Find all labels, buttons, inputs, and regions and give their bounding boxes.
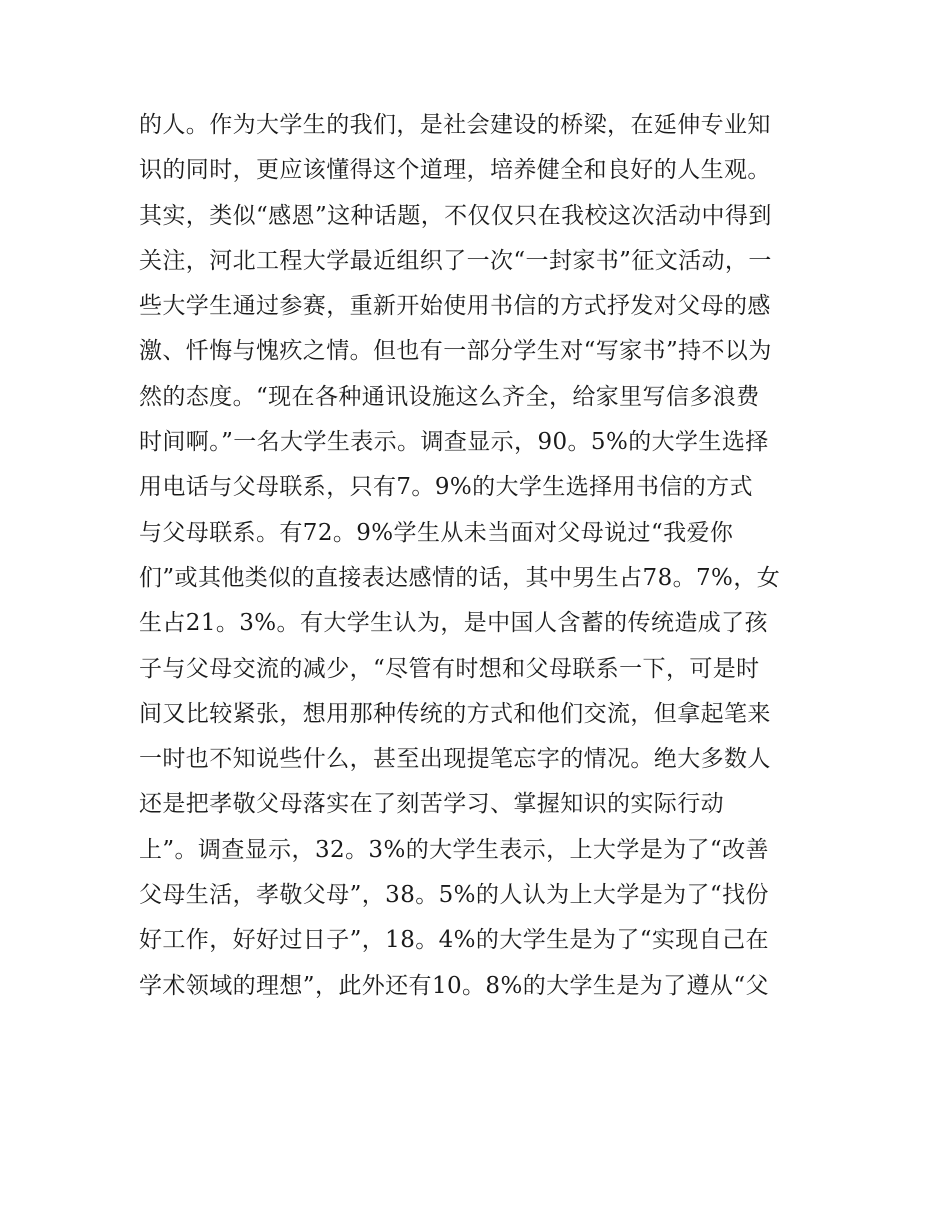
text-line: 识的同时，更应该懂得这个道理，培养健全和良好的人生观。: [139, 157, 771, 184]
text-line: 些大学生通过参赛，重新开始使用书信的方式抒发对父母的感: [139, 293, 771, 320]
text-line: 其实，类似“感恩”这种话题，不仅仅只在我校这次活动中得到: [139, 202, 772, 229]
text-line: 的人。作为大学生的我们，是社会建设的桥梁，在延伸专业知: [139, 112, 771, 138]
text-line: 一时也不知说些什么，甚至出现提笔忘字的情况。绝大多数人: [139, 746, 771, 773]
text-line: 间又比较紧张，想用那种传统的方式和他们交流，但拿起笔来: [139, 700, 771, 727]
text-line: 还是把孝敬父母落实在了刻苦学习、掌握知识的实际行动: [139, 791, 724, 818]
text-line: 生占21。3%。有大学生认为，是中国人含蓄的传统造成了孩: [139, 610, 768, 637]
text-line: 学术领域的理想”，此外还有10。8%的大学生是为了遵从“父: [139, 972, 769, 999]
text-line: 激、忏悔与愧疚之情。但也有一部分学生对“写家书”持不以为: [139, 338, 772, 365]
text-line: 上”。调查显示，32。3%的大学生表示，上大学是为了“改善: [139, 836, 769, 863]
text-line: 用电话与父母联系，只有7。9%的大学生选择用书信的方式: [139, 474, 753, 501]
text-line: 父母生活，孝敬父母”，38。5%的人认为上大学是为了“找份: [139, 882, 769, 909]
text-line: 时间啊。”一名大学生表示。调查显示，90。5%的大学生选择: [139, 429, 769, 456]
text-line: 然的态度。“现在各种通讯设施这么齐全，给家里写信多浪费: [139, 383, 760, 410]
text-line: 子与父母交流的减少，“尽管有时想和父母联系一下，可是时: [139, 655, 760, 682]
text-line: 与父母联系。有72。9%学生从未当面对父母说过“我爱你: [139, 519, 734, 546]
text-line: 好工作，好好过日子”，18。4%的大学生是为了“实现自己在: [139, 927, 769, 954]
text-line: 关注，河北工程大学最近组织了一次“一封家书”征文活动，一: [139, 247, 772, 274]
body-text: [139, 103, 829, 1009]
text-line: 们”或其他类似的直接表达感情的话，其中男生占78。7%，女: [139, 564, 781, 591]
